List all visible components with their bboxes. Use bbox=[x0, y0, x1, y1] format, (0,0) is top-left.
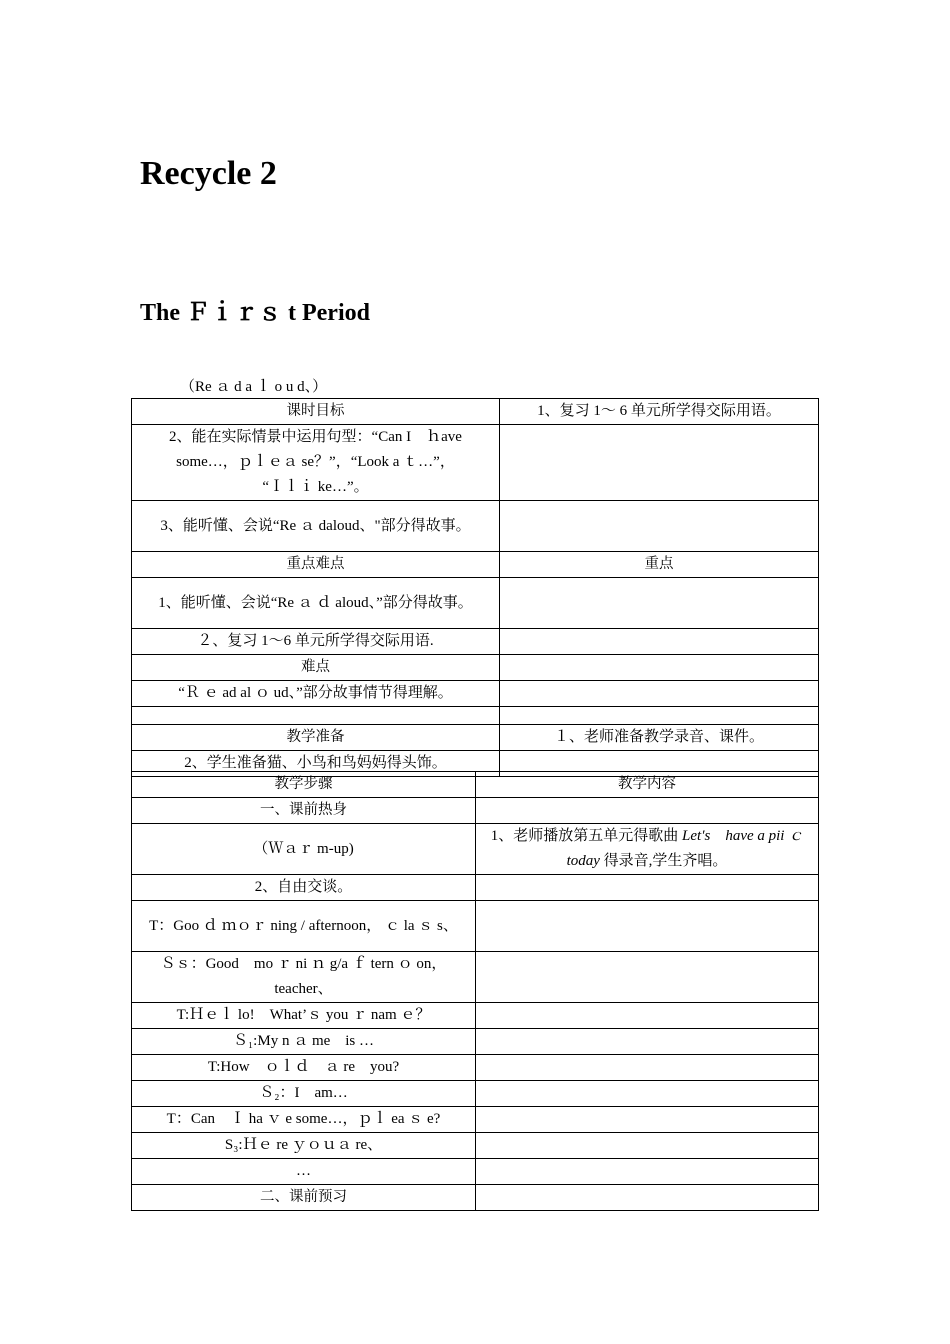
table-cell bbox=[500, 629, 819, 655]
document-title: Recycle 2 bbox=[140, 155, 277, 192]
table-row bbox=[132, 1055, 819, 1081]
table-cell bbox=[476, 1055, 819, 1081]
table-cell: 2、学生准备猫、小鸟和鸟妈妈得头饰。 bbox=[132, 751, 500, 777]
table-row bbox=[132, 399, 819, 425]
table-cell bbox=[476, 1185, 819, 1211]
table-cell bbox=[500, 501, 819, 552]
table-cell: Ｓ₂：I am… bbox=[132, 1081, 476, 1107]
table-cell: Ｓ₁:My n ａ me is … bbox=[132, 1029, 476, 1055]
table-row bbox=[132, 798, 819, 824]
table-cell: 重点难点 bbox=[132, 552, 500, 578]
table-cell: 教学准备 bbox=[132, 725, 500, 751]
table-cell: T:Ｈｅｌ lo! What’ｓ you ｒ nam ｅ？ bbox=[132, 1003, 476, 1029]
table-row bbox=[132, 725, 819, 751]
table-row bbox=[132, 1107, 819, 1133]
table-cell bbox=[476, 1107, 819, 1133]
table-row bbox=[132, 552, 819, 578]
table-cell: 教学步骤 bbox=[132, 772, 476, 798]
table-cell bbox=[476, 1029, 819, 1055]
table-cell: … bbox=[132, 1159, 476, 1185]
table-cell: 2、能在实际情景中运用句型：“Can I ｈave some…，ｐｌｅａ se？”，“Look a ｔ…”， “Ｉｌｉ ke…”。 bbox=[132, 425, 500, 501]
table-cell bbox=[476, 875, 819, 901]
table-row bbox=[132, 1185, 819, 1211]
procedure-table bbox=[131, 771, 819, 1211]
table-cell: 一、课前热身 bbox=[132, 798, 476, 824]
table-cell: 重点 bbox=[500, 552, 819, 578]
song-title: Let′s have a pii ｃ today bbox=[566, 828, 819, 869]
table-row bbox=[132, 1003, 819, 1029]
table-cell: S₃:Ｈｅ re ｙｏｕａ re、 bbox=[132, 1133, 476, 1159]
table-cell: 课时目标 bbox=[132, 399, 500, 425]
table-cell: 教学内容 bbox=[476, 772, 819, 798]
table-cell bbox=[500, 655, 819, 681]
subtitle: （Re ａ d a ｌ o u d、） bbox=[180, 379, 328, 395]
table-row bbox=[132, 1133, 819, 1159]
table-cell: （Ｗａｒ m-up) bbox=[132, 824, 476, 875]
table-cell bbox=[500, 578, 819, 629]
text-fragment: 1、老师播放第五单元得歌曲 bbox=[490, 828, 683, 844]
table-cell: 2、自由交谈。 bbox=[132, 875, 476, 901]
table-row bbox=[132, 824, 819, 875]
table-cell: Ｓｓ：Good mo ｒ ni ｎ g/a ｆ tern ｏ on，teacher、 bbox=[132, 952, 476, 1003]
table-row bbox=[132, 901, 819, 952]
table-row bbox=[132, 772, 819, 798]
table-cell: “Ｒ ｅ ad al ｏ ud、”部分故事情节得理解。 bbox=[132, 681, 500, 707]
table-cell bbox=[476, 1081, 819, 1107]
table-row bbox=[132, 681, 819, 707]
table-row bbox=[132, 1081, 819, 1107]
table-row bbox=[132, 1159, 819, 1185]
table-row bbox=[132, 629, 819, 655]
table-row bbox=[132, 655, 819, 681]
table-cell: 1、能听懂、会说“Re ａ ｄ aloud、”部分得故事。 bbox=[132, 578, 500, 629]
period-title: The Ｆｉｒｓ t Period bbox=[140, 300, 370, 326]
table-cell bbox=[476, 901, 819, 952]
table-row bbox=[132, 425, 819, 501]
table-cell: ２、复习 1～6 单元所学得交际用语. bbox=[132, 629, 500, 655]
table-cell bbox=[132, 707, 500, 725]
table-cell: T：Can Ｉ ha ｖ e some…，ｐｌ ea ｓ e? bbox=[132, 1107, 476, 1133]
table-row bbox=[132, 1029, 819, 1055]
table-cell bbox=[476, 798, 819, 824]
table-row bbox=[132, 952, 819, 1003]
table-cell: 难点 bbox=[132, 655, 500, 681]
table-row bbox=[132, 875, 819, 901]
table-cell bbox=[476, 952, 819, 1003]
table-cell bbox=[500, 707, 819, 725]
table-cell bbox=[500, 425, 819, 501]
table-cell: T：Goo ｄ ｍｏｒ ning / afternoon， ｃ la ｓ s、 bbox=[132, 901, 476, 952]
text-fragment: 得录音,学生齐唱。 bbox=[599, 853, 728, 869]
objectives-table bbox=[131, 398, 819, 777]
table-cell: 3、能听懂、会说“Re ａ daloud、"部分得故事。 bbox=[132, 501, 500, 552]
table-cell bbox=[476, 1003, 819, 1029]
table-cell: １、老师准备教学录音、课件。 bbox=[500, 725, 819, 751]
table-row bbox=[132, 501, 819, 552]
table-cell bbox=[476, 1133, 819, 1159]
table-cell bbox=[476, 824, 819, 875]
table-row bbox=[132, 578, 819, 629]
table-cell: 二、课前预习 bbox=[132, 1185, 476, 1211]
table-cell bbox=[476, 1159, 819, 1185]
table-cell: 1、复习 1～ 6 单元所学得交际用语。 bbox=[500, 399, 819, 425]
table-cell: T:How ｏｌｄ ａ re you? bbox=[132, 1055, 476, 1081]
table-cell bbox=[500, 681, 819, 707]
table-row bbox=[132, 707, 819, 725]
